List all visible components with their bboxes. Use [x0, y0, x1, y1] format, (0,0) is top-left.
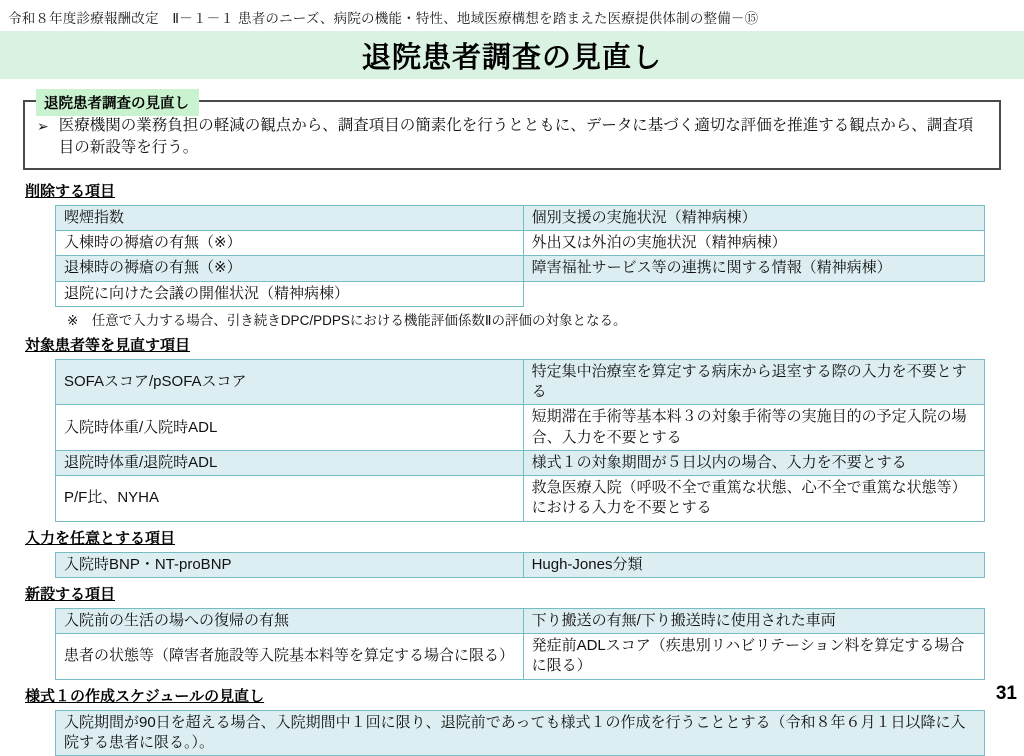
table-cell: 下り搬送の有無/下り搬送時に使用された車両	[523, 608, 984, 633]
table-footnote: ※ 任意で入力する場合、引き続きDPC/PDPSにおける機能評価係数Ⅱの評価の対象となる。	[67, 312, 627, 328]
table-row	[56, 205, 985, 230]
data-table	[55, 608, 985, 680]
section	[25, 334, 1001, 522]
table-cell: 入院期間が90日を超える場合、入院期間中１回に限り、退院前であっても様式１の作成を行うこととする（令和８年６月１日以降に入院する患者に限る。）。	[56, 710, 985, 756]
summary-text: 医療機関の業務負担の軽減の観点から、調査項目の簡素化を行うとともに、データに基づく適切な評価を推進する観点から、調査項目の新設等を行う。	[58, 117, 974, 157]
table-row	[56, 608, 985, 633]
table-cell: 退院に向けた会議の開催状況（精神病棟）	[56, 281, 524, 306]
section-heading: 入力を任意とする項目	[25, 529, 176, 547]
title-bar	[0, 31, 1024, 79]
table-row	[56, 281, 985, 306]
table-cell: 入院時BNP・NT-proBNP	[56, 552, 524, 577]
table-row	[56, 359, 985, 405]
summary-text-row	[37, 115, 987, 160]
table-cell: 特定集中治療室を算定する病床から退室する際の入力を不要とする	[523, 359, 984, 405]
table-cell: 入院時体重/入院時ADL	[56, 405, 524, 451]
sections-container	[25, 180, 1001, 756]
arrow-bullet-icon: ➢	[37, 118, 49, 134]
table-cell: 外出又は外泊の実施状況（精神病棟）	[523, 231, 984, 256]
data-table	[55, 710, 985, 756]
section-heading: 対象患者等を見直す項目	[25, 336, 191, 354]
table-cell: 患者の状態等（障害者施設等入院基本料等を算定する場合に限る）	[56, 634, 524, 680]
table-cell: 救急医療入院（呼吸不全で重篤な状態、心不全で重篤な状態等）における入力を不要とする	[523, 476, 984, 522]
table-cell: SOFAスコア/pSOFAスコア	[56, 359, 524, 405]
page-title: 退院患者調査の見直し	[361, 41, 662, 74]
data-table	[55, 359, 985, 522]
table-row	[56, 256, 985, 281]
breadcrumb: 令和８年度診療報酬改定 Ⅱ－１－１ 患者のニーズ、病院の機能・特性、地域医療構想を踏まえた医療提供体制の整備－⑮	[8, 11, 759, 26]
table-row	[56, 450, 985, 475]
table-cell: 喫煙指数	[56, 205, 524, 230]
table-cell: 様式１の対象期間が５日以内の場合、入力を不要とする	[523, 450, 984, 475]
data-table	[55, 552, 985, 578]
table-row	[56, 634, 985, 680]
section	[25, 180, 1001, 329]
table-row	[56, 476, 985, 522]
table-row	[56, 552, 985, 577]
page-number: 31	[995, 683, 1017, 704]
section-heading: 新設する項目	[25, 585, 116, 603]
table-cell: 発症前ADLスコア（疾患別リハビリテーション料を算定する場合に限る）	[523, 634, 984, 680]
table-row	[56, 710, 985, 756]
section-heading: 様式１の作成スケジュールの見直し	[25, 687, 265, 705]
table-cell: 退棟時の褥瘡の有無（※）	[56, 256, 524, 281]
table-cell: 入院前の生活の場への復帰の有無	[56, 608, 524, 633]
table-cell: 入棟時の褥瘡の有無（※）	[56, 231, 524, 256]
section-heading: 削除する項目	[25, 182, 116, 200]
table-cell: 個別支援の実施状況（精神病棟）	[523, 205, 984, 230]
table-row	[56, 405, 985, 451]
section	[25, 527, 1001, 578]
section	[25, 583, 1001, 680]
section	[25, 685, 1001, 756]
data-table	[55, 205, 985, 307]
table-cell: 障害福祉サービス等の連携に関する情報（精神病棟）	[523, 256, 984, 281]
table-cell: Hugh-Jones分類	[523, 552, 984, 577]
table-cell: 短期滞在手術等基本料３の対象手術等の実施目的の予定入院の場合、入力を不要とする	[523, 405, 984, 451]
table-cell-empty	[523, 281, 984, 306]
table-cell: 退院時体重/退院時ADL	[56, 450, 524, 475]
table-cell: P/F比、NYHA	[56, 476, 524, 522]
summary-box-label: 退院患者調査の見直し	[36, 89, 199, 116]
summary-box	[23, 96, 1001, 170]
table-row	[56, 231, 985, 256]
